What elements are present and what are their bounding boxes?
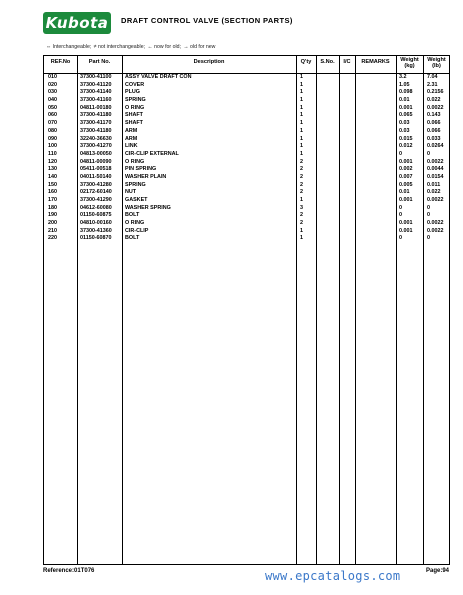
cell-kg: 0 (399, 150, 402, 157)
cell-desc: CIR-CLIP (125, 227, 149, 234)
table-row (44, 228, 449, 236)
cell-desc: O RING (125, 104, 145, 111)
cell-qty: 1 (300, 197, 303, 203)
cell-part: 05411-00518 (80, 166, 112, 173)
cell-kg: 0.012 (399, 143, 413, 150)
cell-lb: 0.011 (427, 181, 441, 188)
cell-kg: 0 (399, 212, 402, 219)
cell-ref: 050 (48, 104, 57, 111)
cell-lb: 0.033 (427, 135, 441, 142)
cell-qty: 1 (300, 120, 303, 127)
cell-ref: 150 (48, 181, 57, 188)
cell-part: 04810-00160 (80, 220, 112, 227)
cell-qty: 2 (300, 212, 303, 219)
table-body (44, 74, 449, 243)
cell-part: 01150-60870 (80, 235, 112, 242)
cell-qty: 1 (300, 127, 303, 134)
cell-lb: 2.31 (427, 81, 438, 88)
table-row (44, 151, 449, 159)
cell-desc: O RING (125, 158, 145, 165)
header-weight-lb-line1: Weight (427, 57, 446, 63)
cell-desc: BOLT (125, 235, 140, 242)
table-row (44, 197, 449, 205)
cell-part: 04811-00090 (80, 158, 112, 165)
cell-kg: 0.005 (399, 181, 413, 188)
cell-ref: 030 (48, 89, 57, 96)
cell-part: 37300-41180 (80, 127, 112, 134)
header-weight-lb-line2: (lb) (432, 63, 441, 70)
cell-ref: 200 (48, 220, 57, 227)
cell-lb: 7.04 (427, 74, 438, 80)
cell-desc: NUT (125, 189, 137, 196)
cell-lb: 0.0022 (427, 104, 444, 111)
cell-desc: LINK (125, 143, 138, 150)
cell-ref: 160 (48, 189, 57, 196)
cell-desc: PIN SPRING (125, 166, 157, 173)
table-row (44, 220, 449, 228)
cell-part: 37300-41280 (80, 181, 112, 188)
table-row (44, 143, 449, 151)
cell-qty: 1 (300, 150, 303, 157)
header-remarks: REMARKS (361, 59, 390, 65)
cell-desc: SHAFT (125, 112, 143, 119)
cell-part: 37300-41180 (80, 112, 112, 119)
cell-kg: 0.03 (399, 120, 410, 127)
watermark-url: www.epcatalogs.com (265, 569, 401, 583)
header-weight-lb (423, 57, 450, 69)
cell-kg: 0.002 (399, 166, 413, 173)
cell-qty: 1 (300, 235, 303, 242)
cell-qty: 1 (300, 97, 303, 104)
table-row (44, 159, 449, 167)
cell-qty: 3 (300, 204, 303, 211)
cell-desc: COVER (125, 81, 145, 88)
cell-kg: 0 (399, 204, 402, 211)
cell-ref: 010 (48, 74, 57, 80)
cell-qty: 1 (300, 89, 303, 96)
cell-lb: 0.066 (427, 127, 441, 134)
legend-not-interchangeable: ≠ not interchangeable; (93, 44, 146, 50)
cell-kg: 0 (399, 235, 402, 242)
cell-kg: 0.001 (399, 220, 413, 227)
cell-kg: 1.05 (399, 81, 410, 88)
cell-lb: 0 (427, 204, 430, 211)
table-row (44, 189, 449, 197)
table-row (44, 205, 449, 213)
cell-lb: 0.143 (427, 112, 441, 119)
header-weight-kg-line1: Weight (400, 57, 419, 63)
cell-desc: SHAFT (125, 120, 143, 127)
cell-part: 37300-41160 (80, 97, 112, 104)
cell-part: 02172-60140 (80, 189, 112, 196)
header-serial-no: S.No. (320, 59, 335, 65)
cell-part: 01150-60875 (80, 212, 112, 219)
cell-desc: ARM (125, 127, 138, 134)
cell-qty: 1 (300, 227, 303, 234)
table-row (44, 174, 449, 182)
cell-ref: 190 (48, 212, 57, 219)
cell-part: 04811-00180 (80, 104, 112, 111)
cell-ref: 170 (48, 197, 57, 203)
cell-part: 32240-36630 (80, 135, 112, 142)
table-row (44, 89, 449, 97)
cell-ref: 080 (48, 127, 57, 134)
cell-kg: 0.01 (399, 189, 410, 196)
cell-ref: 110 (48, 150, 57, 157)
cell-lb: 0.0022 (427, 220, 444, 227)
cell-qty: 2 (300, 173, 303, 180)
cell-part: 37300-41270 (80, 143, 112, 150)
cell-lb: 0.2156 (427, 89, 444, 96)
cell-desc: GASKET (125, 197, 148, 203)
cell-desc: ASSY VALVE DRAFT CON (125, 74, 192, 80)
cell-qty: 1 (300, 143, 303, 150)
table-row (44, 136, 449, 144)
cell-part: 04011-50140 (80, 173, 112, 180)
reference-code: Reference:01T076 (43, 568, 95, 574)
logo-text: Kubota (45, 14, 109, 32)
cell-kg: 0.098 (399, 89, 413, 96)
cell-desc: O RING (125, 220, 145, 227)
table-row (44, 235, 449, 243)
cell-qty: 2 (300, 189, 303, 196)
cell-qty: 1 (300, 104, 303, 111)
cell-ref: 060 (48, 112, 57, 119)
table-row (44, 212, 449, 220)
cell-lb: 0 (427, 150, 430, 157)
cell-qty: 2 (300, 158, 303, 165)
cell-qty: 2 (300, 220, 303, 227)
cell-lb: 0 (427, 235, 430, 242)
cell-ref: 180 (48, 204, 57, 211)
header-ic: I/C (343, 59, 351, 65)
cell-kg: 0.001 (399, 158, 413, 165)
table-row (44, 120, 449, 128)
cell-desc: CIR-CLIP EXTERNAL (125, 150, 179, 157)
cell-desc: WASHER PLAIN (125, 173, 167, 180)
table-row (44, 166, 449, 174)
cell-kg: 0.01 (399, 97, 410, 104)
cell-desc: WASHER SPRING (125, 204, 171, 211)
table-row (44, 74, 449, 82)
cell-kg: 0.001 (399, 197, 413, 203)
legend-old-for-new: → old for new (183, 44, 216, 50)
cell-lb: 0.0264 (427, 143, 444, 150)
legend-new-for-old: ← now for old; (147, 44, 181, 50)
cell-desc: SPRING (125, 97, 146, 104)
header-ref-no: REF.No (50, 59, 71, 65)
cell-part: 37300-41170 (80, 120, 112, 127)
cell-qty: 1 (300, 112, 303, 119)
table-row (44, 128, 449, 136)
cell-ref: 140 (48, 173, 57, 180)
cell-ref: 020 (48, 81, 57, 88)
table-row (44, 105, 449, 113)
cell-qty: 2 (300, 166, 303, 173)
cell-lb: 0.0044 (427, 166, 444, 173)
table-row (44, 112, 449, 120)
kubota-logo (43, 12, 111, 34)
cell-ref: 210 (48, 227, 57, 234)
table-row (44, 97, 449, 105)
header-weight-kg-line2: (kg) (404, 63, 415, 70)
cell-lb: 0.0154 (427, 173, 444, 180)
cell-kg: 0.065 (399, 112, 413, 119)
cell-part: 04813-00050 (80, 150, 112, 157)
table-row (44, 182, 449, 190)
cell-part: 04612-60080 (80, 204, 112, 211)
cell-qty: 2 (300, 181, 303, 188)
cell-kg: 0.007 (399, 173, 413, 180)
cell-part: 37300-41120 (80, 81, 112, 88)
cell-lb: 0.0022 (427, 158, 444, 165)
header-weight-kg (396, 57, 423, 69)
cell-kg: 0.03 (399, 127, 410, 134)
cell-lb: 0.0022 (427, 227, 444, 234)
cell-lb: 0.066 (427, 120, 441, 127)
cell-kg: 3.2 (399, 74, 407, 80)
parts-table (43, 55, 450, 565)
cell-desc: ARM (125, 135, 138, 142)
cell-ref: 040 (48, 97, 57, 104)
page-header (43, 12, 443, 36)
cell-qty: 1 (300, 74, 303, 80)
header-part-no: Part No. (88, 59, 111, 65)
cell-lb: 0.022 (427, 97, 441, 104)
cell-ref: 100 (48, 143, 57, 150)
cell-qty: 1 (300, 135, 303, 142)
page-title: DRAFT CONTROL VALVE (SECTION PARTS) (121, 16, 293, 25)
cell-lb: 0 (427, 212, 430, 219)
cell-ref: 070 (48, 120, 57, 127)
page-number: Page:94 (425, 568, 449, 574)
cell-part: 37300-41360 (80, 227, 112, 234)
cell-ref: 130 (48, 166, 57, 173)
cell-desc: SPRING (125, 181, 146, 188)
cell-ref: 120 (48, 158, 57, 165)
cell-part: 37300-41100 (80, 74, 112, 80)
cell-ref: 220 (48, 235, 57, 242)
cell-desc: BOLT (125, 212, 140, 219)
cell-kg: 0.015 (399, 135, 413, 142)
header-qty: Q'ty (300, 59, 312, 65)
cell-desc: PLUG (125, 89, 140, 96)
table-row (44, 82, 449, 90)
cell-ref: 090 (48, 135, 57, 142)
header-description: Description (193, 59, 225, 65)
interchange-legend (46, 44, 216, 50)
cell-part: 37300-41290 (80, 197, 112, 203)
cell-lb: 0.022 (427, 189, 441, 196)
cell-lb: 0.0022 (427, 197, 444, 203)
cell-kg: 0.001 (399, 227, 413, 234)
cell-part: 37300-41140 (80, 89, 112, 96)
cell-qty: 1 (300, 81, 303, 88)
cell-kg: 0.001 (399, 104, 413, 111)
legend-interchangeable: ⇔ Interchangeable; (46, 44, 92, 50)
